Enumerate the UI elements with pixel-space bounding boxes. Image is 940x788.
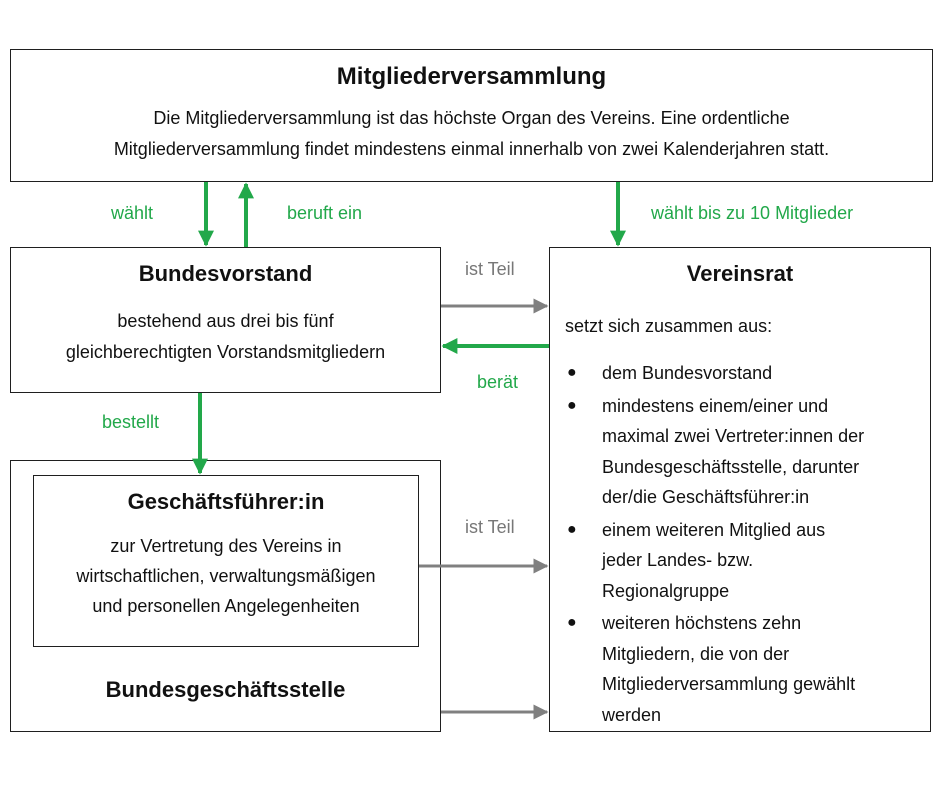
list-item-line: Regionalgruppe <box>602 580 730 601</box>
vereinsrat-member-list <box>550 358 930 730</box>
label-waehlt: wählt <box>111 203 154 223</box>
mitgliederversammlung-desc-line-1: Die Mitgliederversammlung ist das höchste Organ des Vereins. Eine ordentliche <box>153 108 790 128</box>
list-item-line: dem Bundesvorstand <box>602 363 773 383</box>
vereinsrat-title: Vereinsrat <box>686 261 794 286</box>
geschaeftsfuehrer-desc-line-3: und personellen Angelegenheiten <box>92 596 360 616</box>
list-item-line: Mitgliederversammlung gewählt <box>602 674 856 694</box>
list-item <box>567 391 920 513</box>
label-beruft-ein: beruft ein <box>287 203 363 223</box>
mitgliederversammlung-title: Mitgliederversammlung <box>336 63 607 90</box>
vereinsrat-intro: setzt sich zusammen aus: <box>565 316 773 336</box>
list-item-line: Bundesgeschäftsstelle, darunter <box>602 456 860 477</box>
bullet-icon: ● <box>567 614 577 631</box>
list-item <box>567 515 920 607</box>
geschaeftsfuehrer-desc-line-2: wirtschaftlichen, verwaltungsmäßigen <box>76 566 376 586</box>
label-ist-teil-2: ist Teil <box>465 517 515 537</box>
list-item-line: der/die Geschäftsführer:in <box>602 487 810 507</box>
label-ist-teil-1: ist Teil <box>465 259 515 279</box>
list-item-line: werden <box>602 704 662 725</box>
list-item-line: jeder Landes- bzw. <box>602 550 754 570</box>
bundesvorstand-box <box>10 247 441 393</box>
bundesvorstand-description <box>11 306 440 368</box>
list-item-line: Mitgliedern, die von der <box>602 643 790 664</box>
bullet-icon: ● <box>567 520 577 538</box>
list-item <box>567 608 920 730</box>
mitgliederversammlung-desc-line-2: Mitgliederversammlung findet mindestens einmal innerhalb von zwei Kalenderjahren statt. <box>113 139 830 159</box>
list-item-line: mindestens einem/einer und <box>602 395 829 416</box>
vereinsrat-box <box>549 247 931 732</box>
mitgliederversammlung-description <box>11 103 932 165</box>
geschaeftsfuehrer-box <box>33 475 419 647</box>
geschaeftsfuehrer-title: Geschäftsführer:in <box>127 489 325 514</box>
geschaeftsfuehrer-description <box>34 531 418 621</box>
list-item <box>567 358 920 389</box>
geschaeftsfuehrer-desc-line-1: zur Vertretung des Vereins in <box>110 536 342 556</box>
mitgliederversammlung-box <box>10 49 933 182</box>
label-bestellt: bestellt <box>102 412 160 432</box>
bundesvorstand-desc-line-2: gleichberechtigten Vorstandsmitgliedern <box>65 342 386 362</box>
bundesvorstand-desc-line-1: bestehend aus drei bis fünf <box>117 311 334 331</box>
bullet-icon: ● <box>567 396 577 414</box>
bundesgeschaeftsstelle-title: Bundesgeschäftsstelle <box>105 677 346 702</box>
list-item-line: einem weiteren Mitglied aus <box>602 519 826 540</box>
label-beraet: berät <box>477 372 519 392</box>
list-item-line: maximal zwei Vertreter:innen der <box>602 426 865 446</box>
list-item-line: weiteren höchstens zehn <box>602 613 802 633</box>
label-waehlt-bis: wählt bis zu 10 Mitglieder <box>651 203 854 223</box>
bullet-icon: ● <box>567 364 577 381</box>
bundesvorstand-title: Bundesvorstand <box>138 261 313 286</box>
